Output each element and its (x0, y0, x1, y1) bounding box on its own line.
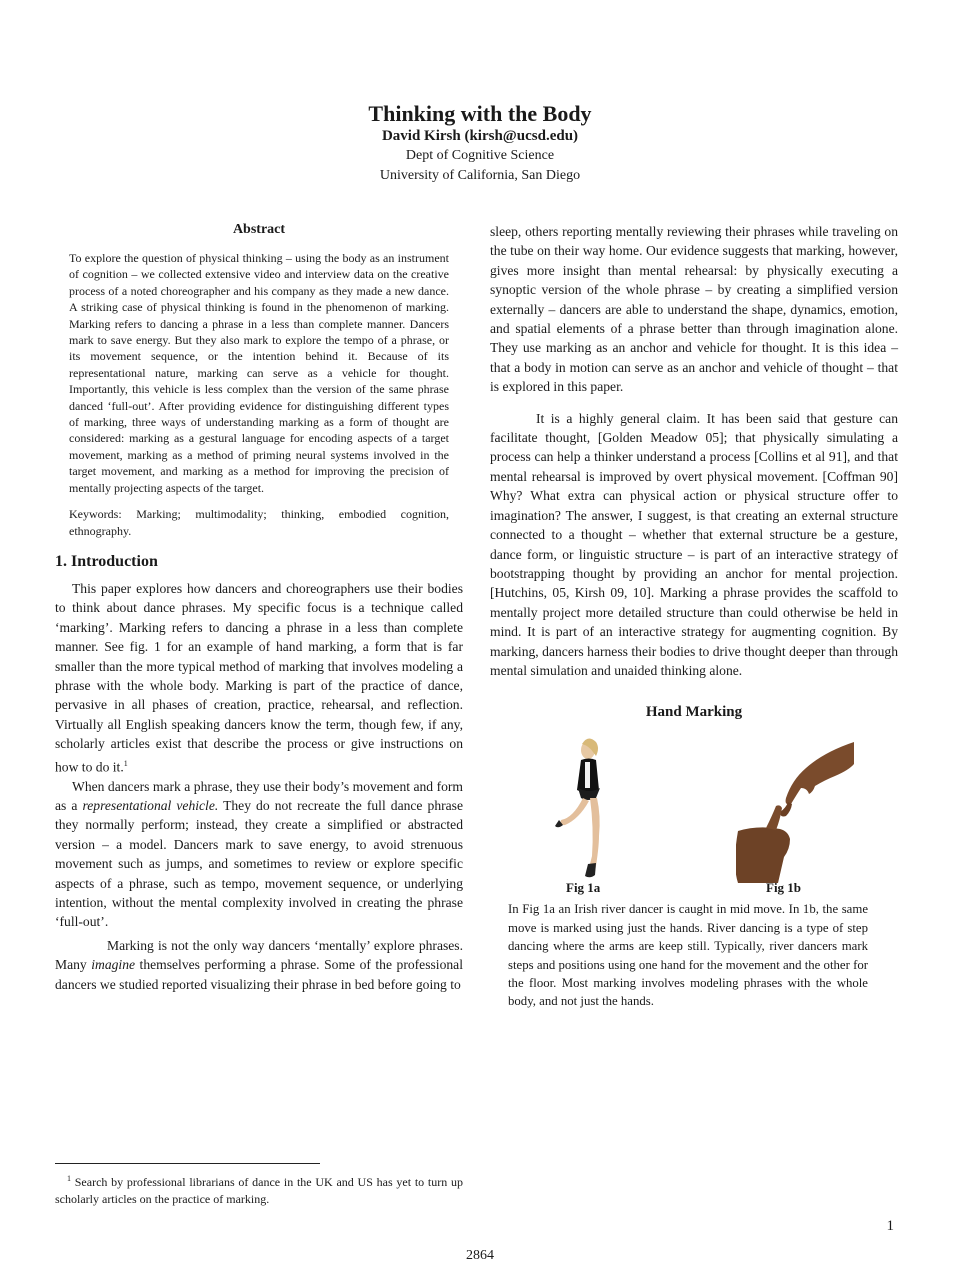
fig-1a-label: Fig 1a (566, 880, 601, 896)
intro-paragraph-3-continued: sleep, others reporting mentally reviewing their phrases while traveling on the tube on their way home. Our evidence suggests that marking, however, gives more insight than mental rehearsal: by physically executing a synoptic version of the whole phrase – by creating a simplified version externally – dancers are able to understand the shape, dynamics, emotion, and spatial elements of a phrase better than through imagination alone. They use marking as an anchor and vehicle for thought. It is this idea – that a body in motion can serve as an anchor and vehicle of thought – that is explored in this paper. (490, 224, 898, 395)
right-column (490, 222, 898, 1011)
keywords: Keywords: Marking; multimodality; thinking, embodied cognition, ethnography. (69, 507, 449, 538)
figure-title: Hand Marking (645, 704, 743, 721)
figure-labels (490, 880, 898, 896)
figure-images (490, 730, 898, 880)
intro-paragraph-2: When dancers mark a phrase, they use their body’s movement and form as a representational vehicle. They do not recreate the full dance phrase they normally perform; instead, they create a simplified or abstracted version – a model. Dancers mark to save energy, to avoid strenuous movement such as jumps, and sometimes to review or explore specific aspects of a phrase, such as tempo, movement sequence, or underlying intention, without the mental complexity involved in creating the phrase ‘full-out’. (55, 778, 463, 930)
intro-paragraph-3: Marking is not the only way dancers ‘mentally’ explore phrases. Many imagine themselves performing a phrase. Some of the professional dancers we studied reported visualizing their phrase in bed before going to (55, 937, 463, 992)
abstract-text: To explore the question of physical thinking – using the body as an instrument of cognition – we collected extensive video and interview data on the creative process of a noted choreographer and his company as they made a new dance. A striking case of physical thinking is found in the phenomenon of marking. Marking refers to dancing a phrase in a less than complete manner. Dancers mark to save energy. But they also mark to explore the tempo of a phrase, or its movement sequence, or the intention behind it. Because of its representational nature, marking can serve as a vehicle for thought. Importantly, this vehicle is less complex than the version of the same phrase danced ‘full-out’. After providing evidence for distinguishing different types of marking, three ways of understanding marking as a form of thought are considered: marking as a gestural language for encoding aspects of a target movement, marking as a method of priming neural systems involved in the target movement, and marking as a method for improving the precision of mentally projecting aspects of the target. (69, 251, 449, 495)
hands-photo (736, 736, 856, 886)
left-column (55, 220, 463, 994)
intro-paragraph-4: It is a highly general claim. It has been said that gesture can facilitate thought, [Golden Meadow 05]; that physically simulating a process can help a thinker understand a process [Collins et al 91], and that mental rehearsal is improved by overt physical movement. [Coffman 90] Why? What extra can physical action or physical structure offer to imagination? The answer, I suggest, is that creating an external structure connected to a thought – whether that external structure be a gesture, dance form, or linguistic structure – is part of an interactive strategy of bootstrapping thought by providing an anchor for mental projection. [Hutchins, 05, Kirsh 09, 10]. Marking a phrase provides the scaffold to mentally project more detailed structure than could otherwise be held in mind. It is part of an interactive strategy for augmenting cognition. By marking, dancers harness their bodies to drive thought deeper than through mental simulation and unaided thinking alone. (490, 410, 898, 678)
dancer-photo (554, 736, 624, 881)
paper-title: Thinking with the Body (368, 101, 592, 126)
proceedings-page-number: 2864 (466, 1248, 494, 1263)
page-number: 1 (886, 1218, 894, 1234)
figure-caption: In Fig 1a an Irish river dancer is caught in mid move. In 1b, the same move is marked using just the hands. River dancing is a type of step dancing where the arms are keep still. Typically, river dancers mark steps and positions using one hand for the movement and the other for the floor. Most marking involves modeling phrases with the whole body, and not just the hands. (508, 902, 868, 1009)
intro-paragraph-1: This paper explores how dancers and choreographers use their bodies to think about dance phrases. My specific focus is a technique called ‘marking’. Marking refers to dancing a phrase in a less than complete manner. See fig. 1 for an example of hand marking, a form that is far smaller than the more typical method of marking that involves modeling a phrase with the whole body. Marking is part of the practice of dance, pervasive in all phases of creation, practice, rehearsal, and reflection. Virtually all English speaking dancers know the term, though few, if any, scholarly articles exist that describe the process or give instructions on how to do it.$^1$ (55, 580, 463, 775)
abstract-heading: Abstract (232, 222, 286, 237)
section-heading-introduction: 1. Introduction (55, 552, 158, 570)
fig-1b-label: Fig 1b (766, 880, 802, 896)
affiliation-dept: Dept of Cognitive Science (405, 148, 555, 163)
footnote-divider (55, 1163, 320, 1164)
footnote-ref: 1 (123, 758, 128, 768)
footnote: $^1$ Search by professional librarians of dance in the UK and US has yet to turn up scholarly articles on the practice of marking. (55, 1174, 463, 1206)
affiliation-university: University of California, San Diego (379, 168, 581, 183)
author-line: David Kirsh (kirsh@ucsd.edu) (381, 128, 579, 144)
